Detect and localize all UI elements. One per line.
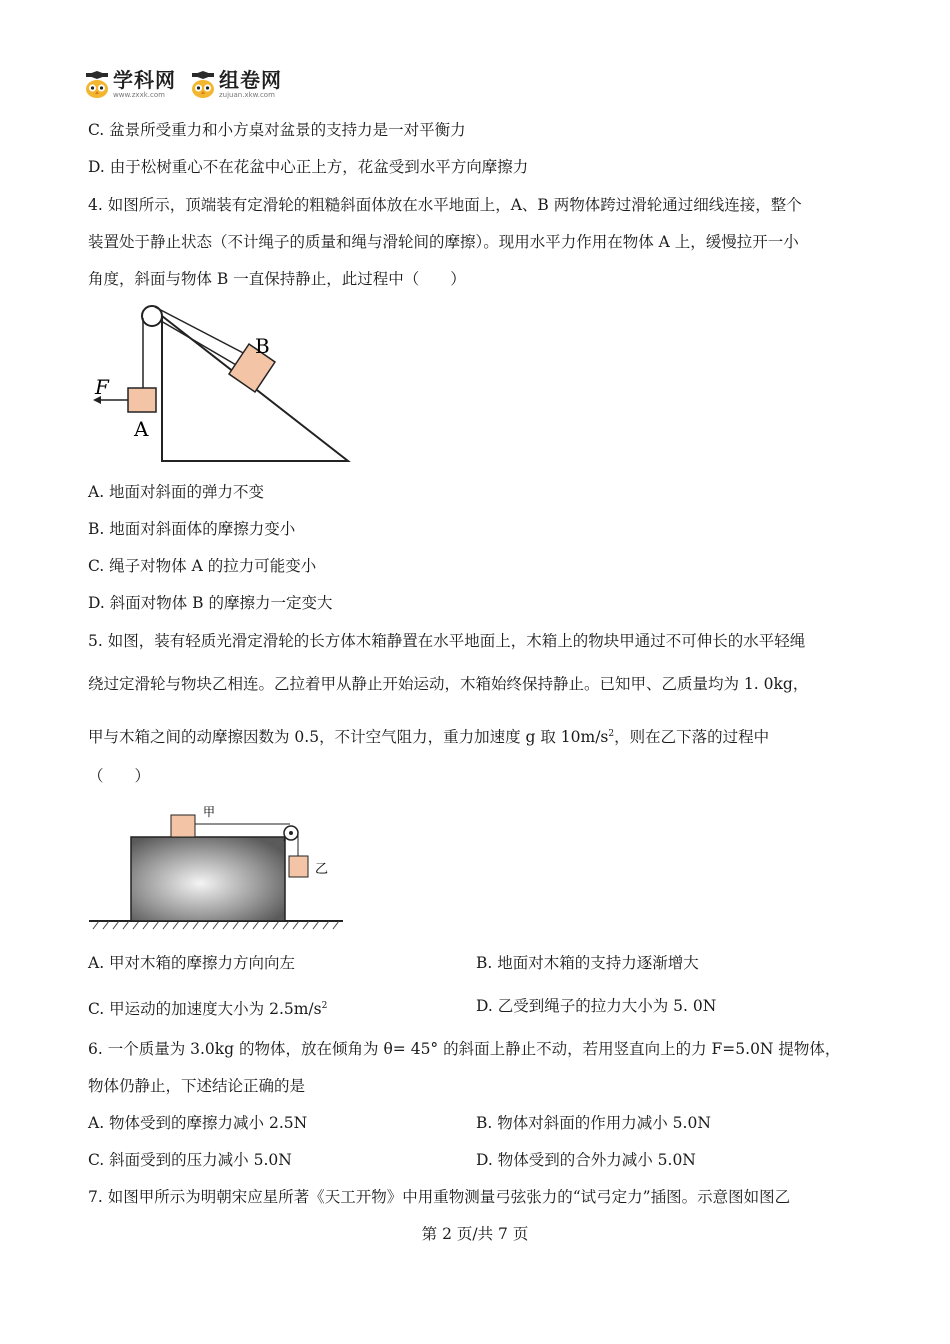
q5-stem-line [88,723,769,748]
label-b: B [255,334,270,358]
q3-option-d: D. 由于松树重心不在花盆中心正上方，花盆受到水平方向摩擦力 [88,158,529,176]
q4-stem-line: 4. 如图所示，顶端装有定滑轮的粗糙斜面体放在水平地面上，A、B 两物体跨过滑轮通过细线连接，整个 [88,196,802,214]
wooden-box [131,837,285,921]
q4-option-b: B. 地面对斜面体的摩擦力变小 [88,520,296,538]
ground-hatch [93,921,339,929]
superscript: 2 [321,1001,328,1011]
q4-option-c: C. 绳子对物体 A 的拉力可能变小 [88,557,317,575]
q6-option-d: D. 物体受到的合外力减小 5.0N [476,1151,696,1169]
superscript: 2 [608,729,615,739]
rope-segment [161,321,243,369]
q5-box-figure [85,800,350,930]
label-yi: 乙 [315,862,329,877]
logo-title: 组卷网 [219,68,282,92]
q5-option-b: B. 地面对木箱的支持力逐渐增大 [476,954,699,972]
q3-option-c: C. 盆景所受重力和小方桌对盆景的支持力是一对平衡力 [88,121,466,139]
q5-stem-line: （ ） [88,767,151,785]
logo-zujuanwang [190,70,282,99]
q5-text: ，则在乙下落的过程中 [614,728,770,746]
label-a: A [134,417,149,441]
q5-option-d: D. 乙受到绳子的拉力大小为 5. 0N [476,997,717,1015]
header-logos [84,70,282,99]
q5-stem-line: 绕过定滑轮与物块乙相连。乙拉着甲从静止开始运动，木箱始终保持静止。已知甲、乙质量均为 1. 0kg， [88,675,809,693]
q6-option-b: B. 物体对斜面的作用力减小 5.0N [476,1114,711,1132]
q7-stem-line: 7. 如图甲所示为明朝宋应星所著《天工开物》中用重物测量弓弦张力的“试弓定力”插图。示意图如图乙 [88,1188,791,1206]
q6-option-c: C. 斜面受到的压力减小 5.0N [88,1151,292,1169]
q4-option-a: A. 地面对斜面的弹力不变 [88,483,265,501]
block-yi [289,856,308,877]
label-jia: 甲 [203,805,216,819]
q6-stem-line: 6. 一个质量为 3.0kg 的物体，放在倾角为 θ= 45° 的斜面上静止不动，若用竖直向上的力 F=5.0N 提物体， [88,1040,841,1058]
q4-incline-figure [85,296,360,468]
q5-option-a: A. 甲对木箱的摩擦力方向向左 [88,954,296,972]
owl-icon [190,71,216,99]
owl-icon [84,71,110,99]
q4-stem-line: 角度，斜面与物体 B 一直保持静止，此过程中（ ） [88,270,466,288]
block-jia [171,815,195,837]
logo-url: zujuan.xkw.com [219,91,275,99]
q5-text: 甲与木箱之间的动摩擦因数为 0.5，不计空气阻力，重力加速度 g 取 10m/s [88,728,609,746]
logo-xuekewang [84,70,176,99]
logo-title: 学科网 [113,68,176,92]
q5-text: C. 甲运动的加速度大小为 2.5m/s [88,1000,322,1018]
q6-option-a: A. 物体受到的摩擦力减小 2.5N [88,1114,308,1132]
label-force: F [95,375,109,399]
block-a [128,388,156,412]
q4-stem-line: 装置处于静止状态（不计绳子的质量和绳与滑轮间的摩擦）。现用水平力作用在物体 A 上，缓慢拉开一小 [88,233,799,251]
rope-segment [155,307,251,357]
q6-stem-line: 物体仍静止，下述结论正确的是 [88,1077,306,1095]
logo-url: www.zxxk.com [113,91,165,99]
q4-option-d: D. 斜面对物体 B 的摩擦力一定变大 [88,594,333,612]
q5-option-c [88,995,327,1020]
page-footer: 第 2 页/共 7 页 [421,1225,529,1243]
q5-stem-line: 5. 如图，装有轻质光滑定滑轮的长方体木箱静置在水平地面上，木箱上的物块甲通过不可伸长的水平轻绳 [88,632,806,650]
